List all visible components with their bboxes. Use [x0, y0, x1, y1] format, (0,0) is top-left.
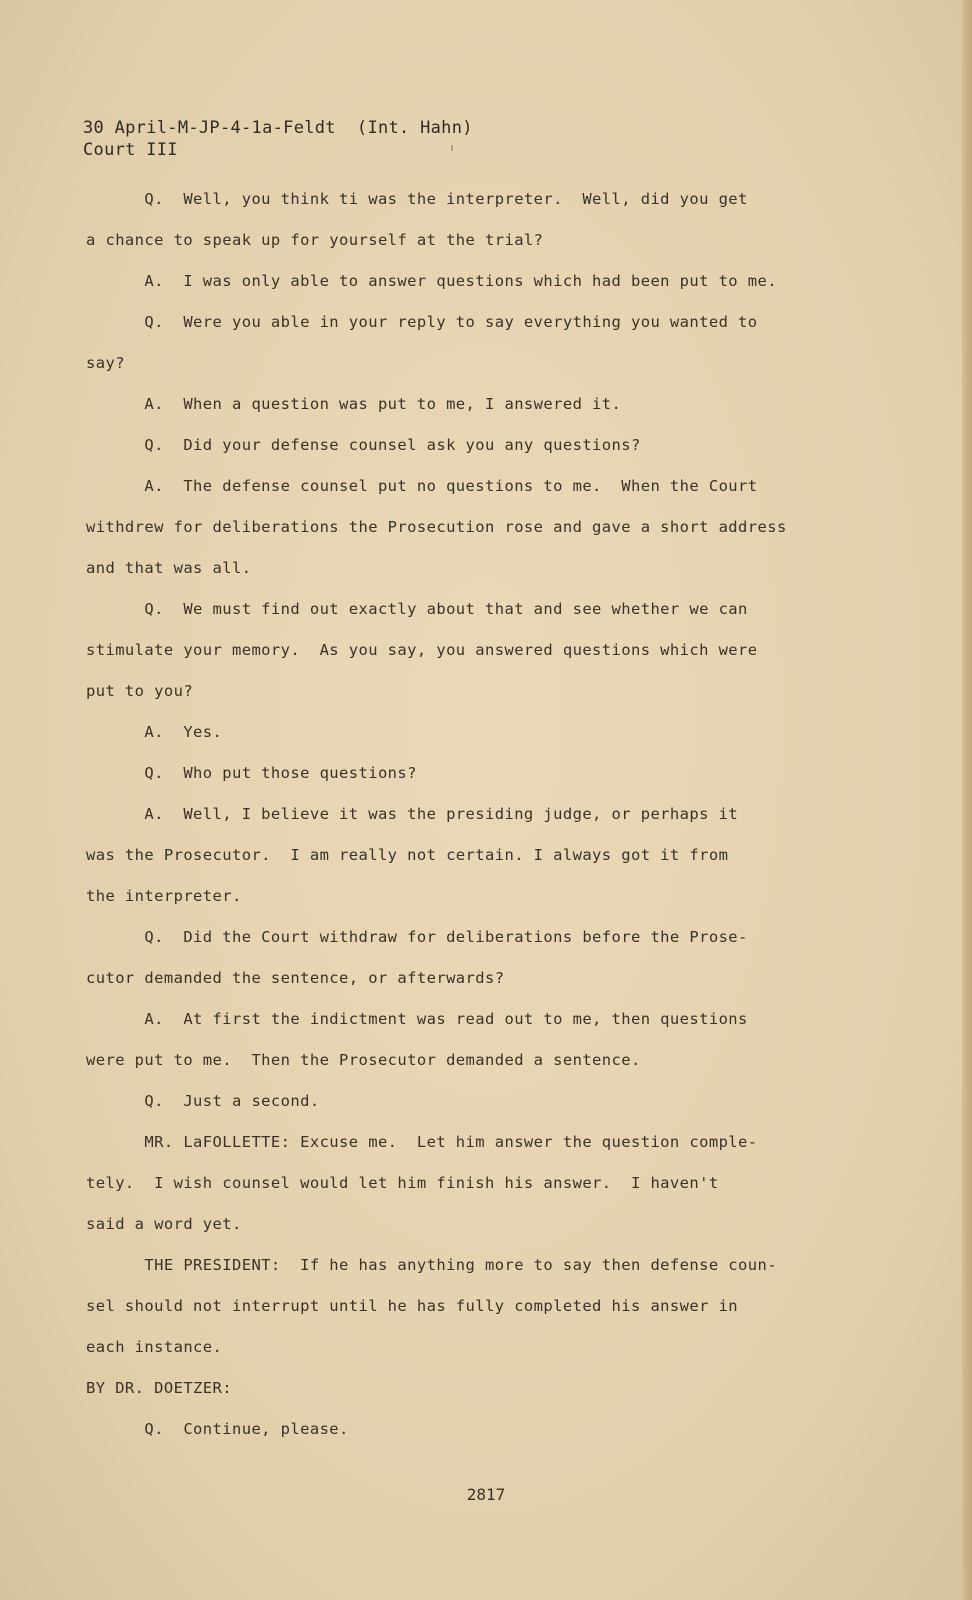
- transcript-line: each instance.: [86, 1338, 223, 1356]
- transcript-line: Q. Just a second.: [86, 1092, 320, 1110]
- document-header: [83, 117, 473, 161]
- transcript-line: sel should not interrupt until he has fully completed his answer in: [86, 1297, 739, 1315]
- transcript-line: put to you?: [86, 682, 194, 700]
- transcript-line: A. Well, I believe it was the presiding judge, or perhaps it: [86, 805, 739, 823]
- page-number: 2817: [466, 1485, 506, 1504]
- transcript-line: Q. Did the Court withdraw for deliberations before the Prose-: [86, 928, 748, 946]
- transcript-line: A. At first the indictment was read out to me, then questions: [86, 1010, 748, 1028]
- page-edge: [962, 0, 972, 1600]
- transcript-line: cutor demanded the sentence, or afterwards?: [86, 969, 505, 987]
- transcript-line: was the Prosecutor. I am really not certain. I always got it from: [86, 846, 729, 864]
- transcript-line: the interpreter.: [86, 887, 242, 905]
- transcript-line: say?: [86, 354, 125, 372]
- transcript-line: Q. Were you able in your reply to say everything you wanted to: [86, 313, 758, 331]
- transcript-line: Q. Did your defense counsel ask you any questions?: [86, 436, 641, 454]
- transcript-line: A. When a question was put to me, I answered it.: [86, 395, 622, 413]
- transcript-line: tely. I wish counsel would let him finish his answer. I haven't: [86, 1174, 719, 1192]
- transcript-line: THE PRESIDENT: If he has anything more to say then defense coun-: [86, 1256, 777, 1274]
- transcript-line: A. Yes.: [86, 723, 223, 741]
- transcript-line: Q. Continue, please.: [86, 1420, 349, 1438]
- transcript-line: Q. We must find out exactly about that and see whether we can: [86, 600, 748, 618]
- header-line-date: 30 April-M-JP-4-1a-Feldt (Int. Hahn): [83, 118, 473, 138]
- transcript-line: MR. LaFOLLETTE: Excuse me. Let him answer the question comple-: [86, 1133, 758, 1151]
- transcript-line: withdrew for deliberations the Prosecution rose and gave a short address: [86, 518, 787, 536]
- transcript-line: a chance to speak up for yourself at the trial?: [86, 231, 544, 249]
- transcript-line: Q. Well, you think ti was the interpreter. Well, did you get: [86, 190, 748, 208]
- paper-mark: [451, 145, 453, 151]
- transcript-line: stimulate your memory. As you say, you answered questions which were: [86, 641, 758, 659]
- transcript-line: A. I was only able to answer questions which had been put to me.: [86, 272, 777, 290]
- transcript-line: said a word yet.: [86, 1215, 242, 1233]
- transcript-line: A. The defense counsel put no questions to me. When the Court: [86, 477, 758, 495]
- transcript-line: and that was all.: [86, 559, 252, 577]
- header-line-court: Court III: [83, 140, 178, 160]
- transcript-line: were put to me. Then the Prosecutor demanded a sentence.: [86, 1051, 641, 1069]
- transcript-line: BY DR. DOETZER:: [86, 1379, 232, 1397]
- transcript-line: Q. Who put those questions?: [86, 764, 417, 782]
